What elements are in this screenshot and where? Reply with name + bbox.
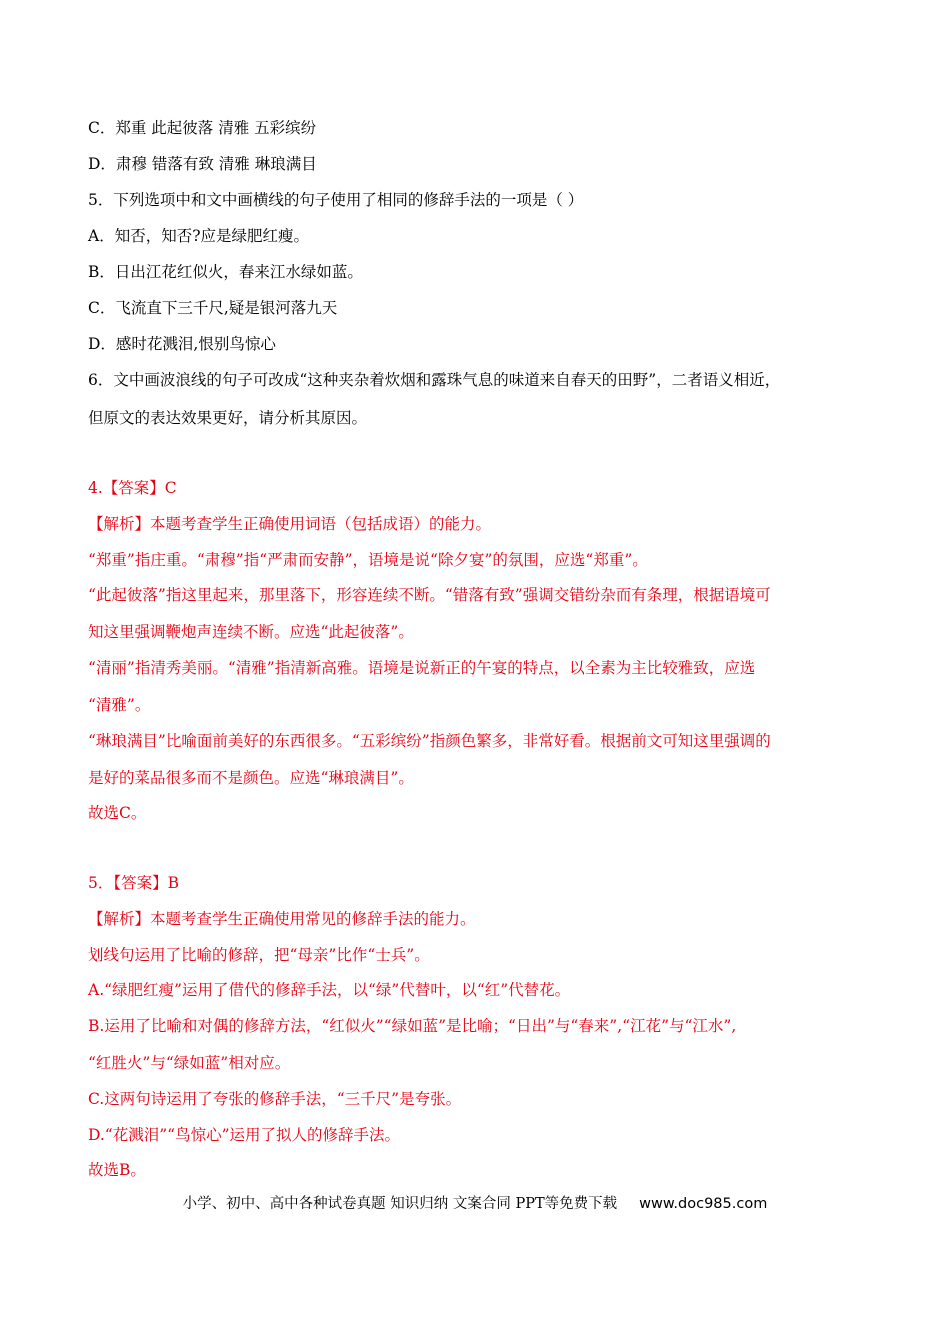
answer4-paragraph-4-line2: 是好的菜品很多而不是颜色。应选“琳琅满目”。 [88,769,414,787]
q4-option-c: C．郑重 此起彼落 清雅 五彩缤纷 [88,119,317,137]
answer4-paragraph-2-line2: 知这里强调鞭炮声连续不断。应选“此起彼落”。 [88,623,414,641]
answer5-paragraph-1: 划线句运用了比喻的修辞，把“母亲”比作“士兵”。 [88,946,430,964]
q5-option-c: C．飞流直下三千尺,疑是银河落九天 [88,299,338,317]
answer5-conclusion: 故选B。 [88,1161,146,1179]
page-footer [0,1192,950,1213]
q6-stem-line1: 6．文中画波浪线的句子可改成“这种夹杂着炊烟和露珠气息的味道来自春天的田野”，二者语义相近， [88,371,781,389]
q6-stem-line2: 但原文的表达效果更好，请分析其原因。 [88,409,368,427]
answer4-heading: 4.【答案】C [88,479,177,497]
footer-text: 小学、初中、高中各种试卷真题 知识归纳 文案合同 PPT等免费下载 [182,1196,618,1212]
answer5-paragraph-c: C.这两句诗运用了夸张的修辞手法，“三千尺”是夸张。 [88,1090,462,1108]
answer5-paragraph-b-line2: “红胜火”与“绿如蓝”相对应。 [88,1054,291,1072]
answer5-paragraph-a: A.“绿肥红瘦”运用了借代的修辞手法，以“绿”代替叶，以“红”代替花。 [88,981,571,999]
answer4-analysis: 【解析】本题考查学生正确使用词语（包括成语）的能力。 [88,515,492,533]
answer4-paragraph-3-line2: “清雅”。 [88,696,151,714]
answer4-paragraph-4-line1: “琳琅满目”比喻面前美好的东西很多。“五彩缤纷”指颜色繁多，非常好看。根据前文可知这里强调的 [88,732,771,750]
answer5-paragraph-d: D.“花溅泪”“鸟惊心”运用了拟人的修辞手法。 [88,1126,400,1144]
q4-option-d: D．肃穆 错落有致 清雅 琳琅满目 [88,155,317,173]
q5-stem: 5．下列选项中和文中画横线的句子使用了相同的修辞手法的一项是（ ） [88,191,584,209]
answer5-heading: 5．【答案】B [88,874,180,892]
answer4-conclusion: 故选C。 [88,804,147,822]
footer-site-link[interactable]: www.doc985.com [639,1196,768,1212]
q5-option-a: A．知否，知否?应是绿肥红瘦。 [88,227,310,245]
q5-option-b: B．日出江花红似火，春来江水绿如蓝。 [88,263,363,281]
answer5-paragraph-b-line1: B.运用了比喻和对偶的修辞方法，“红似火”“绿如蓝”是比喻；“日出”与“春来”,“江花”与“江水”, [88,1017,737,1035]
answer4-paragraph-1: “郑重”指庄重。“肃穆”指“严肃而安静”，语境是说“除夕宴”的氛围，应选“郑重”。 [88,551,648,569]
answer5-analysis: 【解析】本题考查学生正确使用常见的修辞手法的能力。 [88,910,476,928]
q5-option-d: D．感时花溅泪,恨别鸟惊心 [88,335,276,353]
answer4-paragraph-2-line1: “此起彼落”指这里起来，那里落下，形容连续不断。“错落有致”强调交错纷杂而有条理，根据语境可 [88,586,771,604]
answer4-paragraph-3-line1: “清丽”指清秀美丽。“清雅”指清新高雅。语境是说新正的午宴的特点，以全素为主比较雅致，应选 [88,659,756,677]
